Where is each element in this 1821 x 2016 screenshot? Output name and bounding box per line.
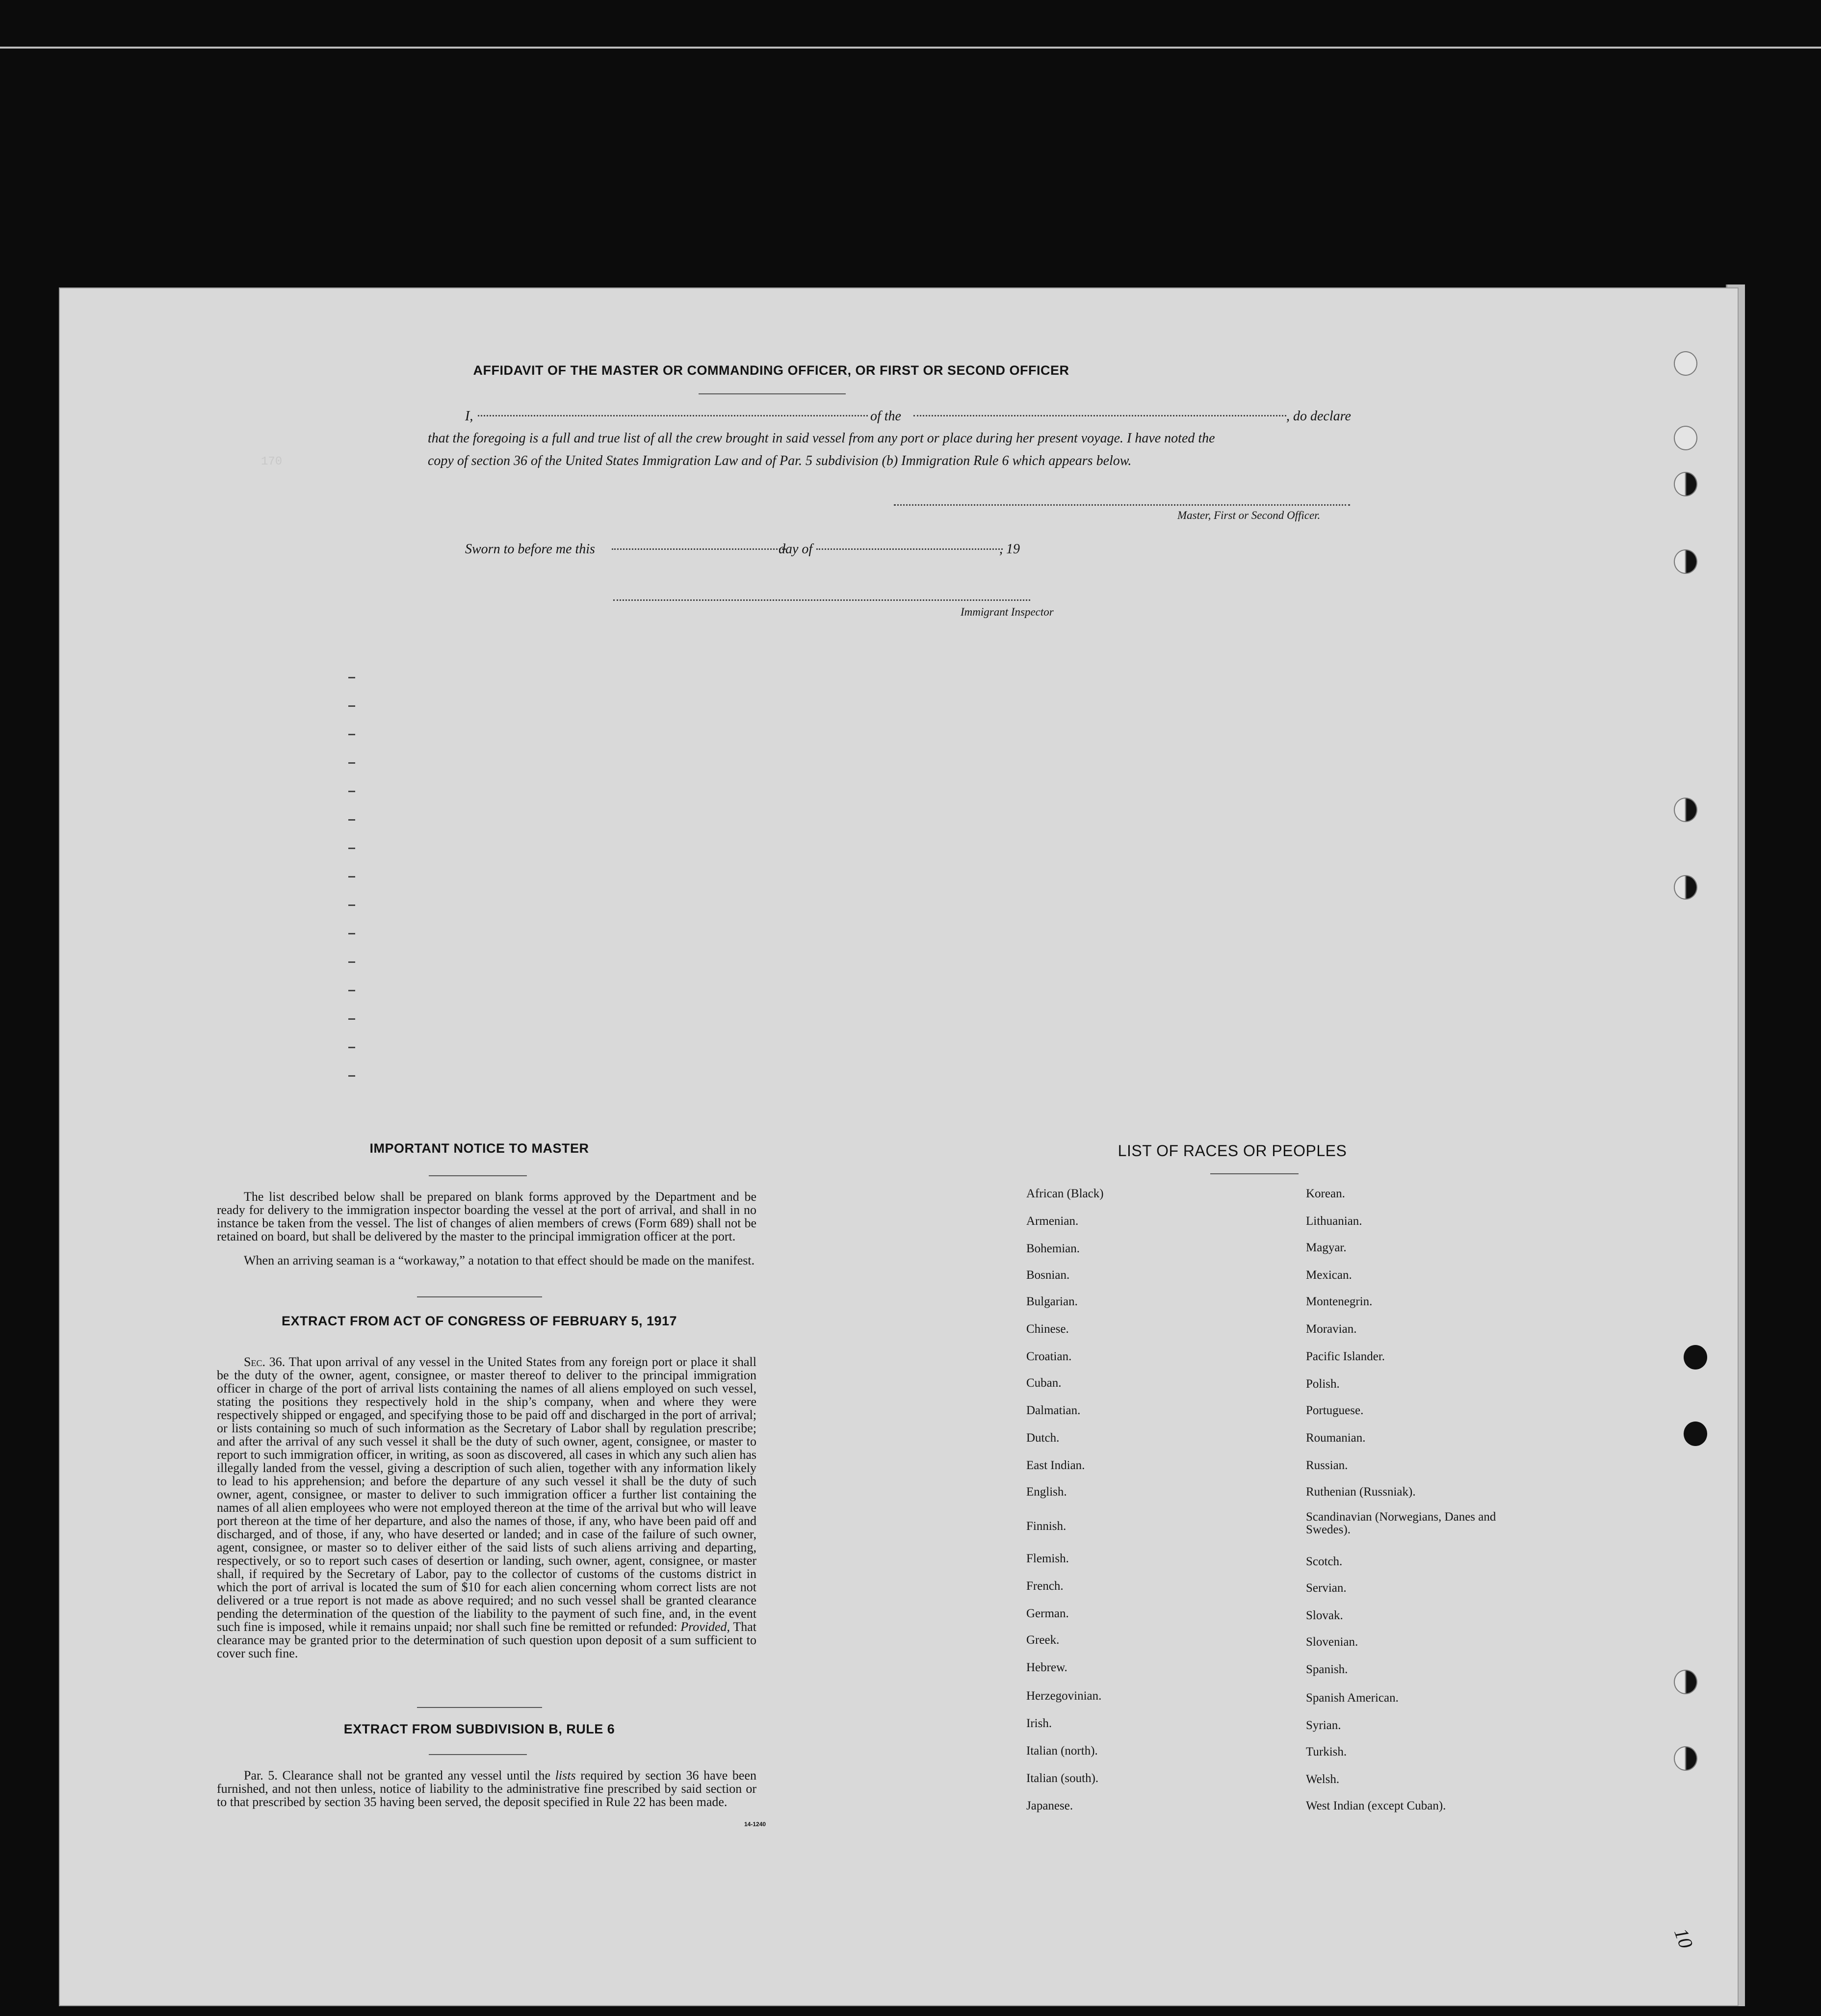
races-rule [1210,1173,1299,1174]
race-item: Moravian. [1306,1322,1357,1336]
race-item: Syrian. [1306,1719,1341,1732]
race-item: Magyar. [1306,1241,1347,1254]
sworn-day-field[interactable] [612,548,786,550]
race-item: Italian (north). [1026,1744,1098,1758]
corner-handwriting: 10 [1670,1925,1697,1951]
race-item: Pacific Islander. [1306,1350,1385,1363]
notice-rule [429,1175,527,1176]
race-item: Chinese. [1026,1322,1069,1336]
bleed-through-mark: 170 [261,455,283,468]
tick-mark [348,1018,355,1020]
act-section-36 [217,1355,756,1660]
race-item: Bulgarian. [1026,1295,1078,1308]
race-item: Flemish. [1026,1552,1069,1565]
tick-mark [348,961,355,963]
race-item: Dalmatian. [1026,1404,1081,1417]
rule-top-rule [417,1707,542,1708]
tick-mark [348,762,355,764]
rule-title: EXTRACT FROM SUBDIVISION B, RULE 6 [343,1722,615,1736]
act-provided: Provided, [680,1620,730,1634]
race-item: Portuguese. [1306,1404,1364,1417]
rule-lists: lists [555,1768,576,1783]
race-item: Turkish. [1306,1745,1347,1758]
act-top-rule [417,1296,542,1297]
tick-mark [348,819,355,821]
rule-paragraph [217,1769,756,1809]
tick-mark [348,677,355,678]
race-item: Croatian. [1026,1350,1072,1363]
affidavit-line-2: that the foregoing is a full and true list of all the crew brought in said vessel from any port or place during her present voyage. I have noted the [428,431,1215,446]
race-item: German. [1026,1607,1069,1620]
race-item: Herzegovinian. [1026,1689,1102,1703]
race-item: Scotch. [1306,1555,1343,1568]
race-item: Mexican. [1306,1268,1352,1282]
notice-paragraph-1: The list described below shall be prepared on blank forms approved by the Department and be ready for delivery to the immigration inspector boarding the vessel at the port of arrival, and shall in no instance be taken from the vessel. The list of changes of alien members of crews (Form 689) shall not be retained on board, but shall be delivered by the master to the principal immigration officer at the port. [217,1189,756,1243]
race-item: Japanese. [1026,1799,1073,1812]
race-item: Bosnian. [1026,1268,1070,1282]
race-item: Russian. [1306,1459,1348,1472]
master-signature-field[interactable] [894,504,1350,506]
punch-hole [1674,875,1697,900]
affidavit-title: AFFIDAVIT OF THE MASTER OR COMMANDING OFFICER, OR FIRST OR SECOND OFFICER [473,363,1069,378]
race-item: Montenegrin. [1306,1295,1373,1308]
race-item: Scandinavian (Norwegians, Danes and Swedes). [1306,1510,1496,1536]
race-item: English. [1026,1485,1067,1499]
race-item: Irish. [1026,1717,1052,1730]
vessel-field[interactable] [913,415,1286,416]
punch-hole [1674,426,1697,450]
act-section-label: Sec. 36. [244,1355,286,1369]
punch-hole [1674,549,1697,574]
punch-hole [1674,1670,1697,1694]
race-item: Greek. [1026,1633,1060,1647]
act-title: EXTRACT FROM ACT OF CONGRESS OF FEBRUARY 5, 1917 [281,1314,677,1328]
race-item: Slovak. [1306,1609,1343,1622]
notice-paragraph-2: When an arriving seaman is a “workaway,” a notation to that effect should be made on the manifest. [244,1253,755,1267]
sworn-text: Sworn to before me this [465,542,595,557]
race-item: Welsh. [1306,1773,1340,1786]
race-item: Polish. [1306,1377,1340,1391]
notice-title: IMPORTANT NOTICE TO MASTER [369,1141,589,1156]
race-item: Finnish. [1026,1520,1067,1533]
race-item: West Indian (except Cuban). [1306,1799,1446,1812]
races-title: LIST OF RACES OR PEOPLES [1118,1142,1347,1160]
form-number: 14-1240 [744,1821,766,1828]
race-item: Spanish American. [1306,1691,1399,1705]
tick-mark [348,1047,355,1048]
title-rule [699,393,846,394]
race-item: Ruthenian (Russniak). [1306,1485,1416,1499]
punch-hole [1674,798,1697,822]
race-item: Korean. [1306,1187,1345,1200]
tick-mark [348,791,355,792]
race-item: African (Black) [1026,1187,1104,1200]
manifest-page [60,288,1738,2005]
tick-mark [348,990,355,991]
tick-mark [348,705,355,707]
tick-mark [348,1075,355,1077]
sworn-month-field[interactable] [816,548,1003,550]
race-item: Bohemian. [1026,1242,1080,1255]
race-item: East Indian. [1026,1459,1085,1472]
act-section-body: That upon arrival of any vessel in the United States from any foreign port or place it shall be the duty of the owner, agent, consignee, or master thereof to deliver to the principal immigration officer in charge of the port of arrival lists containing the names of all aliens employed on such vessel, stating the positions they respectively hold in the ship’s company, when and where they were respectively shipped or engaged, and specifying those to be paid off and discharged in the port of arrival; or lists containing so much of such information as the Secretary of Labor shall by regulation prescribe; and after the arrival of any such vessel it shall be the duty of such owner, agent, consignee, or master to report to such immigration officer, in writing, as soon as discovered, all cases in which any such alien has illegally landed from the vessel, giving a description of such alien, together with any information likely to lead to his apprehension; and before the departure of any such vessel it shall be the duty of such owner, agent, consignee, or master to deliver to such immigration officer a further list containing the names of all alien employees who were not employed thereon at the time of the arrival but who will leave port thereon at the time of her departure, and also the names of those, if any, who have been paid off and discharged, and of those, if any, who have deserted or landed; and in case of the failure of such owner, agent, consignee, or master so to deliver either of the said lists of such aliens arriving and departing, respectively, or so to report such cases of desertion or landing, such owner, agent, consignee, or master shall, if required by the Secretary of Labor, pay to the collector of customs of the customs district in which the port of arrival is located the sum of $10 for each alien concerning whom correct lists are not delivered or a true report is not made as above required; and no such vessel shall be granted clearance pending the determination of the question of the liability to the payment of such fine, and, in the event such fine is imposed, while it remains unpaid; nor shall such fine be remitted or refunded: [217,1355,757,1634]
film-frame-line [0,47,1821,49]
rule-bottom-rule [429,1754,527,1755]
master-signature-label: Master, First or Second Officer. [1177,509,1321,521]
name-field[interactable] [478,415,868,416]
affidavit-i: I, [465,409,473,424]
race-item: Lithuanian. [1306,1215,1362,1228]
race-item: Armenian. [1026,1215,1079,1228]
sworn-day-of: day of [779,542,813,557]
rule-para-end: required by section 36 have been furnished, and not then unless, notice of liability to the administrative fine prescribed by said section or to that prescribed by section 35 having been served, the deposit specified in Rule 22 has been made. [217,1768,756,1809]
race-item: French. [1026,1579,1064,1593]
race-item: Cuban. [1026,1376,1062,1390]
affidavit-of-the: of the [870,409,901,424]
race-item: Dutch. [1026,1431,1060,1445]
affidavit-declare: , do declare [1286,409,1351,424]
tick-mark [348,905,355,906]
race-item: Italian (south). [1026,1772,1099,1785]
punch-hole [1684,1345,1707,1370]
act-section-end: That clearance may be granted prior to the determination of such question upon deposit of a sum sufficient to cover such fine. [217,1620,757,1660]
affidavit-line-3: copy of section 36 of the United States Immigration Law and of Par. 5 subdivision (b) Immigration Rule 6 which appears below. [428,453,1132,468]
inspector-signature-field[interactable] [613,599,1030,601]
punch-hole [1684,1422,1707,1446]
race-item: Slovenian. [1306,1635,1358,1649]
race-item: Spanish. [1306,1663,1348,1676]
punch-hole [1674,351,1697,376]
punch-hole [1674,472,1697,496]
tick-mark [348,876,355,878]
punch-hole [1674,1746,1697,1771]
tick-mark [348,933,355,934]
inspector-label: Immigrant Inspector [961,606,1054,618]
tick-mark [348,848,355,849]
tick-mark [348,734,355,735]
race-item: Hebrew. [1026,1661,1067,1674]
sworn-year: , 19 [999,542,1020,557]
race-item: Roumanian. [1306,1431,1366,1445]
race-item: Servian. [1306,1581,1347,1595]
rule-para-start: Par. 5. Clearance shall not be granted any vessel until the [244,1768,551,1783]
